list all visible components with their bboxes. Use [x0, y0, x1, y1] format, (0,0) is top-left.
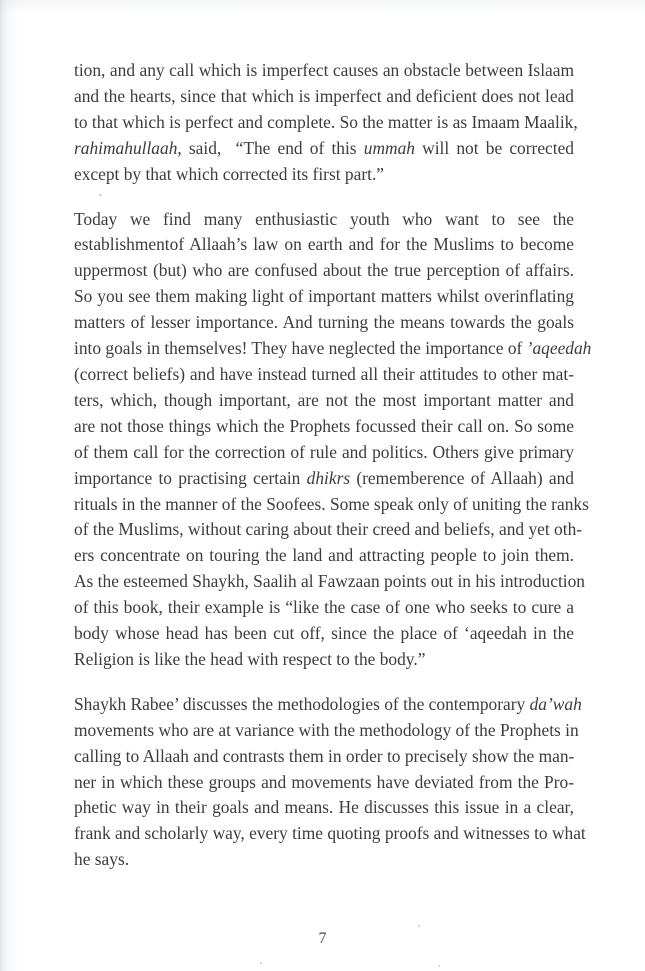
text-line: rituals in the manner of the Soofees. Some speak only of uniting the ranks — [74, 493, 589, 514]
italic-term-dawah: da’wah — [529, 693, 582, 714]
line-text-fragment: , said, “The end of this — [177, 137, 364, 158]
scan-speck — [438, 965, 440, 967]
paragraph-2 — [74, 207, 592, 673]
text-line: As the esteemed Shaykh, Saalih al Fawzaan points out in his introduction — [74, 571, 586, 592]
text-line: movements who are at variance with the methodology of the Prophets in — [74, 719, 579, 740]
paragraph-3 — [74, 692, 586, 873]
italic-term-ummah: ummah — [363, 137, 415, 158]
text-line-with-italics — [74, 136, 574, 162]
italic-term-aqeedah: ’aqeedah — [526, 338, 592, 359]
text-line: ers concentrate on touring the land and attracting people to join them. — [74, 545, 574, 566]
text-line: matters of lesser importance. And turning the means towards the goals — [74, 312, 574, 333]
text-line: (correct beliefs) and have instead turned all their attitudes to other mat- — [74, 363, 574, 384]
text-line: of this book, their example is “like the case of one who seeks to cure a — [74, 597, 574, 618]
text-line: frank and scholarly way, every time quoting proofs and witnesses to what — [74, 823, 586, 844]
text-line-with-italics — [74, 692, 582, 718]
text-line: ner in which these groups and movements have deviated from the Pro- — [74, 771, 574, 792]
text-line: calling to Allaah and contrasts them in order to precisely show the man- — [74, 745, 575, 766]
text-line-with-italics — [74, 336, 592, 362]
text-line: So you see them making light of important matters whilst overinflating — [74, 286, 574, 307]
text-line: and the hearts, since that which is imperfect and deficient does not lead — [74, 85, 574, 106]
page-text-body — [74, 58, 592, 873]
text-line: except by that which corrected its first part.” — [74, 163, 385, 184]
line-text-fragment: Shaykh Rabee’ discusses the methodologies of the contemporary — [74, 693, 530, 714]
text-line: tion, and any call which is imperfect causes an obstacle between Islaam — [74, 60, 574, 80]
line-text-fragment: (rememberence of Allaah) and — [350, 467, 574, 488]
scan-speck — [418, 925, 420, 927]
line-text-fragment: into goals in themselves! They have neglected the importance of — [74, 338, 527, 359]
line-text-fragment: importance to practising certain — [74, 467, 307, 488]
text-line: body whose head has been cut off, since the place of ‘aqeedah in the — [74, 623, 574, 644]
text-line: to that which is perfect and complete. So the matter is as Imaam Maalik, — [74, 111, 578, 132]
italic-term-dhikrs: dhikrs — [306, 467, 351, 488]
text-line: phetic way in their goals and means. He discusses this issue in a clear, — [74, 797, 574, 818]
scan-shadow-top-edge — [0, 0, 645, 14]
text-line: of them call for the correction of rule and politics. Others give primary — [74, 441, 574, 462]
text-line: Today we find many enthusiastic youth who want to see the — [74, 208, 574, 229]
text-line: of the Muslims, without caring about their creed and beliefs, and yet oth- — [74, 519, 583, 540]
text-line: Religion is like the head with respect to the body.” — [74, 648, 426, 669]
scan-speck — [260, 962, 262, 964]
line-text-fragment: will not be corrected — [414, 137, 575, 158]
text-line: establishmentof Allaah’s law on earth and for the Muslims to become — [74, 234, 574, 255]
text-line: are not those things which the Prophets focussed their call on. So some — [74, 415, 574, 436]
page-number: 7 — [318, 930, 327, 947]
italic-term-rahimahullaah: rahimahullaah — [74, 137, 178, 158]
scan-shadow-left-edge — [0, 0, 26, 971]
text-line-with-italics — [74, 466, 574, 492]
text-line: he says. — [74, 849, 130, 870]
text-line: uppermost (but) who are confused about the true perception of affairs. — [74, 260, 574, 281]
text-line: ters, which, though important, are not the most important matter and — [74, 389, 574, 410]
paragraph-1 — [74, 58, 578, 188]
